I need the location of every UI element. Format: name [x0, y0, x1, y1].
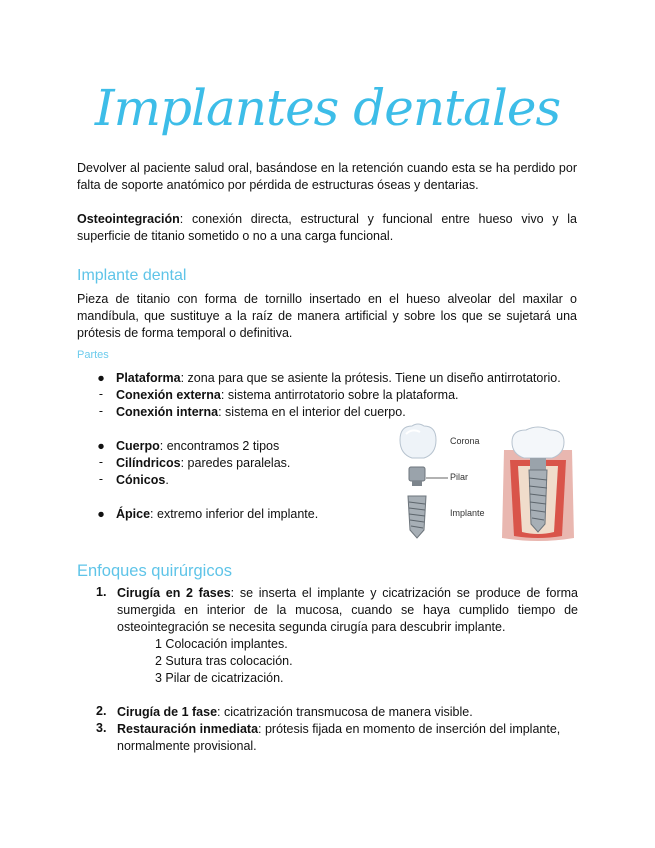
page-title: Implantes dentales [94, 79, 561, 137]
sub-list-item: 2 Sutura tras colocación. [155, 654, 293, 668]
list-item-text: : encontramos 2 tipos [159, 439, 280, 453]
list-item [117, 704, 473, 721]
figure-label-corona: Corona [450, 436, 480, 446]
list-item-term: Cirugía en 2 fases [117, 586, 231, 600]
enfoques-heading: Enfoques quirúrgicos [77, 562, 233, 580]
osteointegracion-text: : conexión directa, estructural y funcional entre hueso vivo y la superficie de titanio sometido o no a una carga funcional. [77, 212, 577, 243]
list-item-term: Cuerpo [116, 439, 160, 453]
list-item [116, 387, 459, 404]
list-item-text: : paredes paralelas. [180, 456, 291, 470]
implant-figure [392, 420, 588, 545]
list-item [117, 585, 578, 636]
list-item-term: Ápice [116, 507, 151, 521]
list-item-term: Cónicos [116, 473, 166, 487]
implant-illustration [392, 420, 588, 545]
osteointegracion-paragraph [77, 211, 577, 245]
list-bullet: ● [97, 371, 105, 385]
list-bullet: - [98, 387, 104, 401]
implante-paragraph: Pieza de titanio con forma de tornillo insertado en el hueso alveolar del maxilar o mandíbula, que sustituye a la raíz de manera artificial y sobre los que se sujetará una prótesis de forma temporal o definitiva. [77, 292, 577, 340]
list-item-text: : sistema antirrotatorio sobre la plataforma. [220, 388, 459, 402]
list-item-term: Conexión interna [116, 405, 219, 419]
list-number: 1. [96, 585, 107, 599]
list-item-text: : sistema en el interior del cuerpo. [218, 405, 406, 419]
partes-heading: Partes [77, 349, 109, 361]
list-bullet: - [98, 455, 104, 469]
list-bullet: ● [97, 507, 105, 521]
list-item-term: Restauración inmediata [117, 722, 259, 736]
list-item [116, 472, 169, 489]
list-item-text: . [165, 473, 169, 487]
list-item-text: : prótesis fijada en momento de inserción del implante, normalmente provisional. [117, 722, 561, 753]
list-bullet: ● [97, 439, 105, 453]
list-item-term: Conexión externa [116, 388, 221, 402]
list-number: 2. [96, 704, 107, 718]
list-item-text: : se inserta el implante y cicatrización se produce de forma sumergida en interior de la mucosa, cuando se haya cumplido tiempo de osteointegración se necesita segunda cirugía para descubrir implante. [117, 586, 578, 634]
implante-heading: Implante dental [77, 267, 187, 284]
sub-list-item: 3 Pilar de cicatrización. [155, 671, 284, 685]
list-item [116, 370, 561, 387]
list-item [116, 438, 279, 455]
list-item-term: Cilíndricos [116, 456, 181, 470]
list-item [116, 404, 406, 421]
list-bullet: - [98, 472, 104, 486]
figure-label-pilar: Pilar [450, 472, 469, 482]
osteointegracion-term: Osteointegración [77, 212, 180, 226]
list-item [117, 721, 578, 755]
intro-paragraph: Devolver al paciente salud oral, basándose en la retención cuando esta se ha perdido por falta de soporte anatómico por pérdida de estructuras óseas y dentarias. [77, 161, 577, 192]
sub-list-item: 1 Colocación implantes. [155, 637, 288, 651]
figure-label-implante: Implante [450, 508, 485, 518]
list-bullet: - [98, 404, 104, 418]
list-item-text: : extremo inferior del implante. [150, 507, 319, 521]
list-item-term: Cirugía de 1 fase [117, 705, 218, 719]
list-item-term: Plataforma [116, 371, 181, 385]
list-item-text: : cicatrización transmucosa de manera visible. [217, 705, 473, 719]
list-item [116, 506, 318, 523]
list-number: 3. [96, 721, 107, 735]
list-item-text: : zona para que se asiente la prótesis. Tiene un diseño antirrotatorio. [180, 371, 561, 385]
list-item [116, 455, 290, 472]
